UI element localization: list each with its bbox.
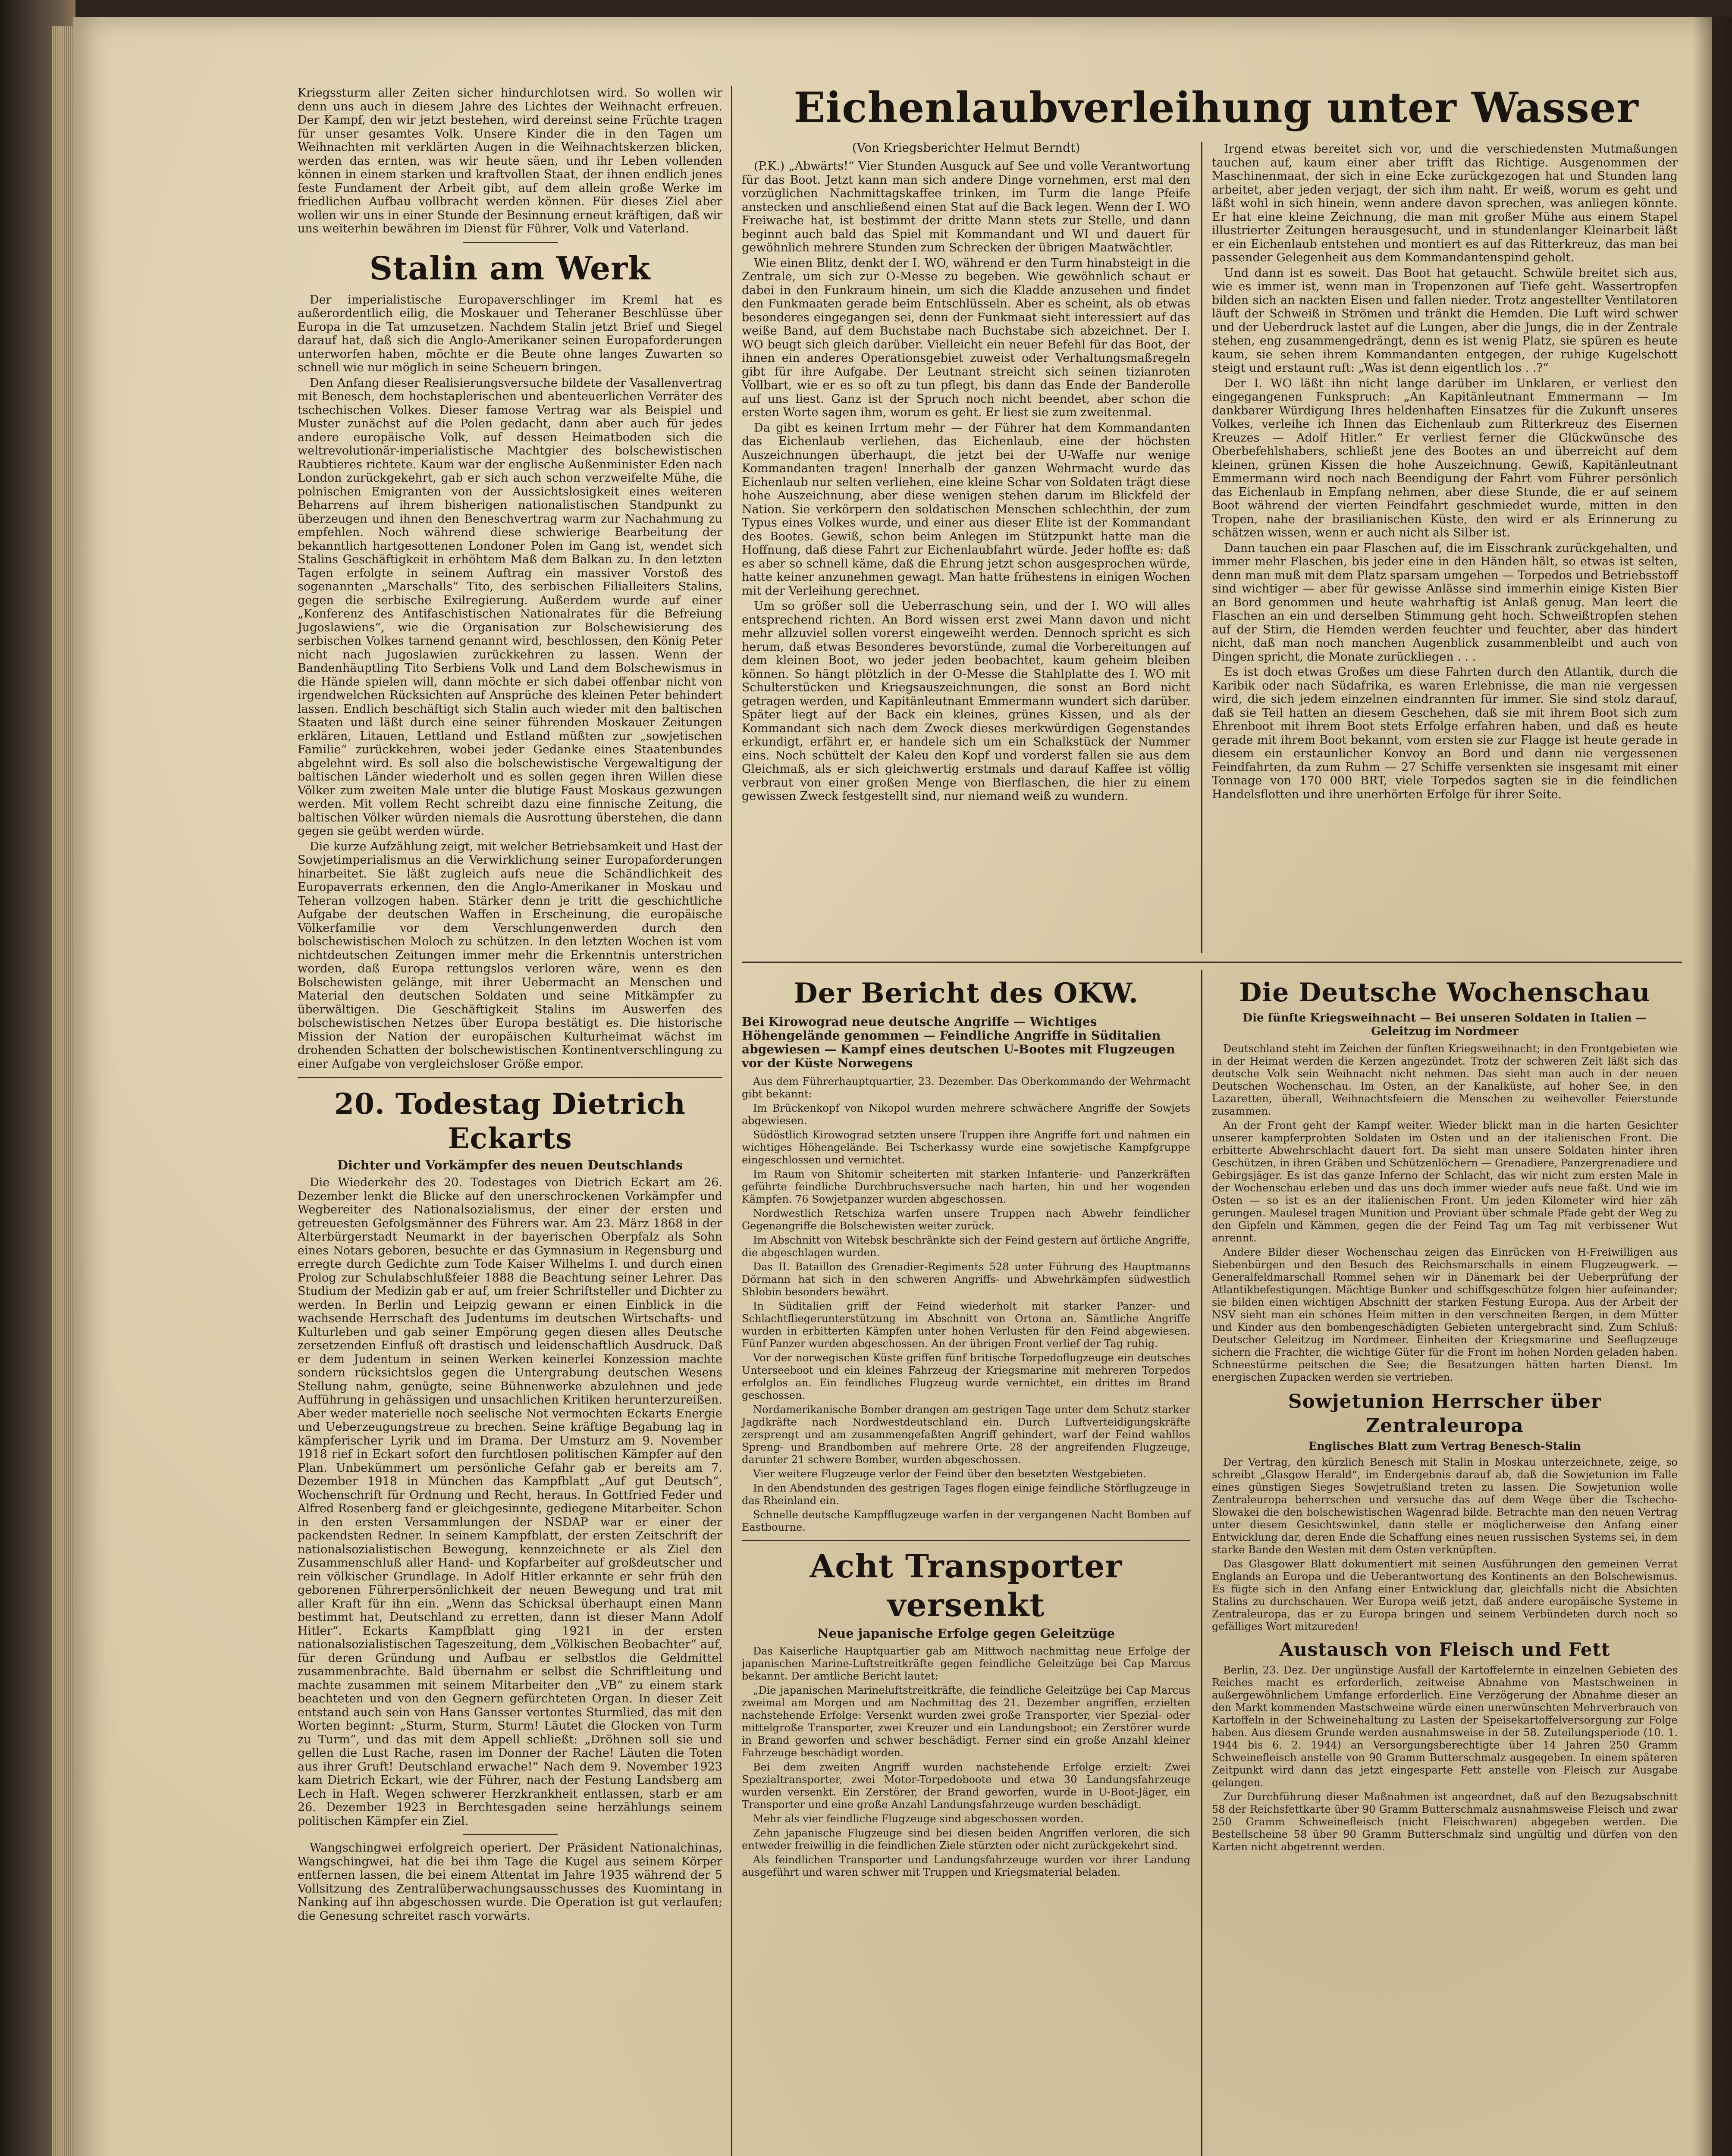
sowjet-article xyxy=(1212,1456,1678,1633)
okw-subhead: Bei Kirowograd neue deutsche Angriffe — Wichtiges Höhengelände genommen — Feindliche Angriffe in Süditalien abgewiesen — Kampf eines deutschen U-Bootes mit Flugzeugen vor der Küste Norwegens xyxy=(742,1015,1175,1070)
stalin-paragraph-1: Der imperialistische Europaverschlinger im Kreml hat es außerordentlich eilig, die Moskauer und Teheraner Beschlüsse über Europa in die Tat umzusetzen. Nachdem Stalin jetzt Brief und Siegel darauf hat, daß sich die Anglo-Amerikaner seinen Europaforderungen unterworfen haben, möchte er die Beute ohne langes Zuwarten so schnell wie nur möglich in seine Scheuern bringen. xyxy=(298,293,722,374)
separator-rule-3 xyxy=(463,1834,558,1835)
eckart-paragraph-1: Die Wiederkehr des 20. Todestages von Dietrich Eckart am 26. Dezember lenkt die Blicke auf den unerschrockenen Vorkämpfer und Wegbereiter des Nationalsozialismus, der einer der ersten und getreuesten Gefolgsmänner des Führers war. Am 23. März 1868 in der Alterbürgerstadt Neumarkt in der bayerischen Oberpfalz als Sohn eines Notars geboren, besuchte er das Gymnasium in Regensburg und erregte durch Gedichte zum Tode Kaiser Wilhelms I. und durch einen Prolog zur Schulabschlußfeier 1888 die Beachtung seiner Lehrer. Das Studium der Medizin gab er auf, um freier Schriftsteller und Dichter zu werden. In Berlin und Leipzig gewann er einen Einblick in die wachsende Herrschaft des Judentums im deutschen Wirtschafts- und Kulturleben und gab seiner Empörung gegen diesen alles Deutsche zersetzenden Einfluß oft drastisch und leidenschaftlich Ausdruck. Daß er dem Judentum in seinen Werken keinerlei Konzession machte sondern rücksichtslos gegen die Untergrabung deutschen Wesens Stellung nahm, genügte, seine Bühnenwerke abzulehnen und jede Aufführung in gehässigen und unsachlichen Kritiken herunterzureißen. Aber weder materielle noch seelische Not vermochten Eckarts Energie und Ueberzeugungstreue zu brechen. Seine kräftige Begabung lag in kämpferischer Lyrik und im Drama. Der Umsturz am 9. November 1918 rief in Eckart sofort den furchtlosen politischen Kämpfer auf den Plan. Unbekümmert um persönliche Gefahr gab er bereits am 7. Dezember 1918 in München das Kampfblatt „Auf gut Deutsch“, Wochenschrift für Ordnung und Recht, heraus. In Gottfried Feder und Alfred Rosenberg fand er gleichgesinnte, gediegene Mitarbeiter. Schon in den ersten Versammlungen der NSDAP war er einer der packendsten Redner. In seinem Kampfblatt, der ersten Zeitschrift der nationalsozialistischen Bewegung, kennzeichnete er als Ziel den Zusammenschluß aller Hand- und Kopfarbeiter auf großdeutscher und rein völkischer Grundlage. In Adolf Hitler erkannte er sehr früh den geborenen Führerpersönlichkeit der neuen Bewegung und trat mit aller Kraft für ihn ein. „Wenn das Schicksal überhaupt einen Mann bestimmt hat, Deutschland zu erretten, dann ist dieser Mann Adolf Hitler“. Eckarts Kampfblatt ging 1921 in der ersten nationalsozialistischen Tageszeitung, dem „Völkischen Beobachter“ auf, für deren Gründung und Aufbau er selbstlos die Geldmittel zusammenbrachte. Bald übernahm er selbst die Schriftleitung und machte zusammen mit seinem Mitarbeiter den „VB“ zu einem stark beachteten und von den Gegnern gefürchteten Organ. In dieser Zeit entstand auch sein von Hans Gansser vertontes Sturmlied, das mit den Worten beginnt: „Sturm, Sturm, Sturm! Läutet die Glocken von Turm zu Turm“, und das mit dem Appell schließt: „Dröhnen soll sie und gellen die Lust Rache, rasen im Donner der Rache! Läuten die Toten aus ihrer Gruft! Deutschland erwache!“ Nach dem 9. November 1923 kam Dietrich Eckart, wie der Führer, nach der Festung Landsberg am Lech in Haft. Wegen schwerer Herzkrankheit entlassen, starb er am 26. Dezember 1923 in Berchtesgaden seine herzählungs seinem politischen Kämpfer ein Ziel. xyxy=(298,1176,722,1828)
eckart-subhead: Dichter und Vorkämpfer des neuen Deutschlands xyxy=(337,1158,683,1172)
column-left xyxy=(298,86,722,1924)
okw-column xyxy=(742,975,1190,1880)
stalin-article xyxy=(298,293,722,1071)
eichenlaub-right-paragraph-2: Und dann ist es soweit. Das Boot hat getaucht. Schwüle breitet sich aus, wie es immer ist, wenn man in Tropenzonen auf Tiefe geht. Wassertropfen bilden sich an nackten Eisen und fallen nieder. Trotz angestellter Ventilatoren läuft der Schweiß in Strömen und tränkt die Hemden. Die Luft wird schwer und der Ueberdruck lastet auf die Lungen, aber die Jungs, die in der Zentrale stehen, eng zusammengedrängt, denn es ist wenig Platz, sie spüren es heute kaum, sie sehen ihrem Kommandanten entgegen, der ruhige Kugelschott steigt und erstaunt ruft: „Was ist denn eigentlich los . .?“ xyxy=(1212,266,1678,375)
wochenschau-paragraph-2: An der Front geht der Kampf weiter. Wieder blickt man in die harten Gesichter unserer kampferprobten Soldaten im Osten und an der italienischen Front. Die erbitterte Abwehrschlacht dauert fort. Da sieht man unsere Soldaten hinter ihren Geschützen, in ihren Gräben und Schützenlöchern — Grenadiere, Panzergrenadiere und Gebirgsjäger. Es ist das ganze Inferno der Schlacht, das wir nicht zum ersten Male in der Wochenschau erleben und das uns doch immer wieder aufs neue faßt. Und wie im Osten — so ist es an der italienischen Front. Um jeden Kilometer wird hier zäh gerungen. Maulesel tragen Munition und Proviant über schmale Pfade gebt der Weg zu den Gipfeln und Kämmen, gegen die der Feind Tag um Tag mit verbissener Wut anrennt. xyxy=(1212,1119,1678,1244)
wochenschau-headline: Die Deutsche Wochenschau xyxy=(1239,978,1650,1008)
eichenlaub-left-paragraph-1: (P.K.) „Abwärts!“ Vier Stunden Ausguck auf See und volle Verantwortung für das Boot. Jetzt kann man sich andere Dinge vornehmen, erst mal den vorzüglichen Nachmittagskaffee trinken, im Turm die lange Pfeife anstecken und anschließend einen Stat auf die Back legen. Wenn der I. WO Freiwache hat, ist bestimmt der dritte Mann stets zur Stelle, und dann beginnt auch bald das Spiel mit Kommandant und WI und dauert für gewöhnlich mehrere Stunden zum Schrecken der übrigen Maatwächtler. xyxy=(742,160,1190,254)
separator-rule-4 xyxy=(742,1540,1190,1541)
eichenlaub-right-paragraph-5: Es ist doch etwas Großes um diese Fahrten durch den Atlantik, durch die Karibik oder nach Südafrika, es waren Erlebnisse, die man nie vergessen wird, die sich jedem einzelnen eindrannten für immer. Sie sind stolz darauf, daß sie Teil hatten an diesem Geschehen, daß sie mit ihrem Boot sich zum Ehrenboot mit ihrem Boot stets Erfolge erfahren haben, und daß es heute gerade mit ihrem Boot bekannt, vom ersten sie zur Flagge ist heute gerade in diesem ein erstaunlicher Konvoy an Bord und dann nie vergessenen Feindfahrten, da zum Ruhm — 27 Schiffe versenkten sie insgesamt mit einer Tonnage von 170 000 BRT, viele Torpedos sagten sie in die feindlichen Handelsflotten und ihre unerhörten Erfolge für ihrer Seite. xyxy=(1212,665,1678,801)
intro-article xyxy=(298,86,722,236)
eichenlaub-left-paragraph-3: Da gibt es keinen Irrtum mehr — der Führer hat dem Kommandanten das Eichenlaub verliehen, das Eichenlaub, eine der höchsten Auszeichnungen überhaupt, die jetzt bei der U-Waffe nur wenige Kommandanten tragen! Innerhalb der ganzen Wehrmacht wurde das Eichenlaub nur selten verliehen, eine kleine Schar von Soldaten trägt diese hohe Auszeichnung, aber diese wenigen stehen darum im Blickfeld der Nation. Sie verkörpern den soldatischen Menschen schlechthin, der zum Typus eines Volkes wurde, und einer aus dieser Elite ist der Kommandant des Bootes. Gewiß, schon beim Anlegen im Stützpunkt hatte man die Hoffnung, daß diese Fahrt zur Eichenlaubfahrt würde. Jeder hoffte es: daß es aber so schnell käme, daß die Ehrung jetzt schon ausgesprochen würde, hatte keiner anzunehmen gewagt. Man hatte frühestens in einigen Wochen mit der Verleihung gerechnet. xyxy=(742,421,1190,598)
eckart-headline: 20. Todestag Dietrich Eckarts xyxy=(334,1087,686,1155)
okw-paragraph-8: In Süditalien griff der Feind wiederholt mit starker Panzer- und Schlachtfliegerunterstützung im Abschnitt von Ortona an. Sämtliche Angriffe wurden in erbitterten Kämpfen unter hohen Verlusten für den Feind abgewiesen. Fünf Panzer wurden abgeschossen. An der übrigen Front verlief der Tag ruhig. xyxy=(742,1300,1190,1350)
column-divider-1 xyxy=(731,86,732,2156)
okw-paragraph-13: Schnelle deutsche Kampfflugzeuge warfen in der vergangenen Nacht Bomben auf Eastbourne. xyxy=(742,1509,1190,1533)
column-divider-2 xyxy=(1201,142,1202,953)
sowjet-subhead: Englisches Blatt zum Vertrag Benesch-Stalin xyxy=(1308,1440,1581,1452)
okw-headline: Der Bericht des OKW. xyxy=(794,977,1139,1009)
eichenlaub-left-column xyxy=(742,160,1190,805)
okw-paragraph-9: Vor der norwegischen Küste griffen fünf britische Torpedoflugzeuge ein deutsches Unterseeboot und ein kleines Fahrzeug der Kriegsmarine mit mehreren Torpedos erfolglos an. Ein feindliches Flugzeug wurde vernichtet, ein drittes im Brand geschossen. xyxy=(742,1352,1190,1401)
wochenschau-paragraph-1: Deutschland steht im Zeichen der fünften Kriegsweihnacht; in den Frontgebieten wie in der Heimat werden die Kerzen angezündet. Trotz der schweren Zeit läßt sich das deutsche Volk sein Weihnacht nicht nehmen. Das sieht man auch in der neuen Deutschen Wochenschau. Im Osten, an der Kanalküste, auf hoher See, in den Lazaretten, überall, Weihnachtsfeiern die Menschen zu weihevoller Feierstunde zusammen. xyxy=(1212,1043,1678,1117)
sowjet-paragraph-1: Der Vertrag, den kürzlich Benesch mit Stalin in Moskau unterzeichnete, zeige, so schreibt „Glasgow Herald“, im Endergebnis darauf ab, daß die Sowjetunion im Falle eines günstigen Sieges Sowjetrußland treten zu lassen. Die Sowjetunion wolle Zentraleuropa beherrschen und versuche das auf dem Wege über die Tschecho-Slowakei die den bolschewistischen Wagenrad bilde. Betrachte man den neuen Vertrag unter diesem Gesichtswinkel, dann stelle er möglicherweise den Anfang einer Entwicklung dar, deren Ende die Schaffung eines neuen russischen Systems sei, in dem starke Bande den Westen mit dem Osten verknüpften. xyxy=(1212,1456,1678,1556)
austausch-article xyxy=(1212,1664,1678,1853)
eichenlaub-right-paragraph-1: Irgend etwas bereitet sich vor, und die verschiedensten Mutmaßungen tauchen auf, kaum einer aber trifft das Richtige. Ausgenommen der Maschinenmaat, der sich in eine Ecke zurückgezogen hat und Stunden lang arbeitet, aber jeden verjagt, der sich ihm naht. Er weiß, worum es geht und läßt wohl in sich hinein, wenn andere davon sprechen, was anliegen könnte. Er hat eine kleine Zeichnung, die man mit großer Mühe aus einem Stapel illustrierter Zeitungen herausgesucht, und in stundenlanger Kleinarbeit läßt er ein Eichenlaub entstehen und montiert es auf das Ritterkreuz, das man bei passender Gelegenheit aus dem Kommandantenspind geholt. xyxy=(1212,142,1678,264)
acht-subhead: Neue japanische Erfolge gegen Geleitzüge xyxy=(817,1626,1115,1641)
wang-article xyxy=(298,1841,722,1923)
eichenlaub-right-paragraph-3: Der I. WO läßt ihn nicht lange darüber im Unklaren, er verliest den eingegangenen Funkspruch: „An Kapitänleutnant Emmermann — Im dankbarer Würdigung Ihres heldenhaften Einsatzes für die Zukunft unseres Volkes, verleihe ich Ihnen das Eichenlaub zum Ritterkreuz des Eisernen Kreuzes — Adolf Hitler.“ Er verliest ferner die Glückwünsche des Oberbefehlshabers, schließt jene des Bootes an und überreicht auf dem kleinen, grünen Kissen die hohe Auszeichnung. Gewiß, Kapitänleutnant Emmermann wird noch nach Beendigung der Fahrt vom Führer persönlich das Eichenlaub in Empfang nehmen, aber diese Stunde, die er auf seinem Boot während der vierten Feindfahrt geschmiedet wurde, mitten in den Tropen, nahe der brasilianischen Küste, den wird er als Erinnerung zu schätzen wissen, wenn er auch nicht als Silber ist. xyxy=(1212,376,1678,539)
stalin-paragraph-2: Den Anfang dieser Realisierungsversuche bildete der Vasallenvertrag mit Benesch, dem hochstaplerischen und abenteuerlichen Verräter des tschechischen Volkes. Dieser famose Vertrag war als Beispiel und Muster zunächst auf die Polen gedacht, dann aber auch für jedes andere europäische Volk, auf dessen Heimatboden sich die weltrevolutionär-imperialistische Machtgier des bolschewistischen Raubtieres richtete. Kaum war der englische Außenminister Eden nach London zurückgekehrt, gab er sich auch schon verzweifelte Mühe, die polnischen Emigranten von der Aussichtslosigkeit eines weiteren Beharrens auf ihrem bisherigen nationalistischen Standpunkt zu überzeugen und ihnen den Beneschvertrag warm zur Nachahmung zu empfehlen. Noch während diese schwierige Bearbeitung der bekanntlich hartgesottenen Londoner Polen im Gang ist, wendet sich Stalins Geschäftigkeit in erhöhtem Maß dem Balkan zu. In den letzten Tagen erfolgte in seinem Auftrag ein massiver Vorstoß des sogenannten „Marschalls“ Tito, des serbischen Filialleiters Stalins, gegen die serbische Exilregierung. Außerdem wurde auf einer „Konferenz des Antifaschistischen Nationalrates für die Befreiung Jugoslawiens“, wie die Organisation zur Bolschewisierung des serbischen Volkes tarnend genannt wird, beschlossen, den König Peter nicht nach Jugoslawien zurückkehren zu lassen. Wenn der Bandenhäuptling Tito Serbiens Volk und Land dem Bolschewismus in die Hände spielen will, dann möchte er sich dabei offenbar nicht von irgendwelchen Rücksichten auf Ansprüche des kleinen Peter behindert lassen. Endlich beschäftigt sich Stalin auch wieder mit den baltischen Staaten und läßt durch eine seiner führenden Moskauer Zeitungen erklären, Litauen, Lettland und Estland müßten zur „sowjetischen Familie“ zurückkehren, wobei jeder Gedanke eines Staatenbundes abgelehnt wird. Es soll also die bolschewistische Vergewaltigung der baltischen Länder wiederholt und es sollen gegen ihren Willen diese Völker zum zweiten Male unter die blutige Faust Moskaus gezwungen werden. Mit vollem Recht schreibt dazu eine finnische Zeitung, die baltischen Völker würden niemals die Ausrottung überstehen, die dann gegen sie geübt werden würde. xyxy=(298,376,722,838)
binding-gutter-shadow xyxy=(1693,17,1732,2156)
okw-paragraph-1: Aus dem Führerhauptquartier, 23. Dezember. Das Oberkommando der Wehrmacht gibt bekannt: xyxy=(742,1075,1190,1100)
eichenlaub-headline: Eichenlaubverleihung unter Wasser xyxy=(794,83,1639,132)
acht-article xyxy=(742,1645,1190,1879)
wochenschau-article xyxy=(1212,1043,1678,1384)
acht-paragraph-4: Mehr als vier feindliche Flugzeuge sind abgeschossen worden. xyxy=(753,1813,1084,1825)
acht-paragraph-2: „Die japanischen Marineluftstreitkräfte, die feindliche Geleitzüge bei Cap Marcus zweimal am Morgen und am Nachmittag des 21. Dezember angriffen, erzielten nachstehende Erfolge: Versenkt wurden zwei große Transporter, vier Spezial- oder mittelgroße Transporter, zwei Kreuzer und ein Landungsboot; ein Zerstörer wurde in Brand geworfen und schwer beschädigt. Ferner sind ein große Anzahl kleiner Fahrzeuge beschädigt worden. xyxy=(742,1684,1190,1759)
column-divider-3 xyxy=(1201,970,1202,2156)
okw-paragraph-2: Im Brückenkopf von Nikopol wurden mehrere schwächere Angriffe der Sowjets abgewiesen. xyxy=(742,1102,1190,1127)
horizontal-divider xyxy=(742,962,1682,963)
austausch-paragraph-2: Zur Durchführung dieser Maßnahmen ist angeordnet, daß auf den Bezugsabschnitt 58 der Reichsfettkarte über 90 Gramm Butterschmalz ausnahmsweise Fleisch und zwar 250 Gramm Schweinefleisch (nicht Fleischwaren) abgegeben werden. Die Bestellscheine 58 über 90 Gramm Butterschmalz sind ungültig und dürfen von den Karten nicht abgetrennt werden. xyxy=(1212,1791,1678,1853)
eichenlaub-left-paragraph-2: Wie einen Blitz, denkt der I. WO, während er den Turm hinabsteigt in die Zentrale, um sich zur O-Messe zu begeben. Wie gewöhnlich schaut er dabei in den Funkraum hinein, um sich die Kladde anzusehen und findet den Funkmaaten gerade beim Entschlüsseln. Aber es scheint, als ob etwas besonderes eingegangen sei, denn der Funkmaat sieht interessiert auf das weiße Band, auf dem Buchstabe nach Buchstabe sich abzeichnet. Der I. WO beugt sich gleich darüber. Vielleicht ein neuer Befehl für das Boot, der ihnen ein anderes Operationsgebiet zuweist oder Verhaltungsmaßregeln gibt für ihre Aufgabe. Der Leutnant streicht sich seinen tizianroten Vollbart, wie er es so oft zu tun pflegt, bis dann das Ende der Banderolle auf uns liest. Ganz ist der Spruch noch nicht beendet, aber schon die ersten Worte sagen ihm, worum es geht. Er liest sie zum zweitenmal. xyxy=(742,256,1190,419)
eichenlaub-byline: (Von Kriegsberichter Helmut Berndt) xyxy=(852,141,1080,155)
separator-rule-2 xyxy=(298,1077,722,1078)
eckart-article xyxy=(298,1176,722,1828)
stalin-paragraph-3: Die kurze Aufzählung zeigt, mit welcher Betriebsamkeit und Hast der Sowjetimperialismus an die Verwirklichung seiner Europaforderungen hinarbeitet. Sie läßt zugleich aufs neue die Schändlichkeit des Europaverrats erkennen, den die Anglo-Amerikaner in Moskau und Teheran vollzogen haben. Stärker denn je tritt die geschichtliche Aufgabe der deutschen Waffen in Erscheinung, die europäische Völkerfamilie vor dem Verschlungenwerden durch den bolschewistischen Moloch zu schützen. In den letzten Wochen ist vom nichtdeutschen Zeitungen immer mehr die Erkenntnis unterstrichen worden, daß Europa rettungslos verloren wäre, wenn es den Bolschewisten gelänge, mit ihrer Uebermacht an Menschen und Material den deutschen Soldaten und seine Mitkämpfer zu überwältigen. Die Geschäftigkeit Stalins im Auswerfen des bolschewistischen Netzes über Europa bestätigt es. Die historische Mission der Nation der europäischen Kulturheimat wächst im drohenden Schatten der bolschewistischen Kontinentverschlingung zu einer Aufgabe von vergleichsloser Größe empor. xyxy=(298,840,722,1071)
okw-paragraph-7: Das II. Bataillon des Grenadier-Regiments 528 unter Führung des Hauptmanns Dörmann hat sich in den schweren Angriffs- und Abwehrkämpfen südwestlich Shlobin besonders bewährt. xyxy=(742,1261,1190,1298)
sowjet-headline: Sowjetunion Herrscher über Zentraleuropa xyxy=(1288,1391,1602,1437)
acht-headline: Acht Transporter versenkt xyxy=(810,1548,1123,1624)
okw-paragraph-3: Südöstlich Kirowograd setzten unsere Truppen ihre Angriffe fort und nahmen ein wichtiges Höhengelände. Bei Tscherkassy wurde eine sowjetische Kampfgruppe eingeschlossen und vernichtet. xyxy=(742,1129,1190,1166)
right-bottom-column xyxy=(1212,975,1678,1855)
wochenschau-paragraph-3: Andere Bilder dieser Wochenschau zeigen das Einrücken von H-Freiwilligen aus Siebenbürgen und den Besuch des Reichsmarschalls in einem Flugzeugwerk. — Generalfeldmarschall Rommel sehen wir in Dänemark bei der Ueberprüfung der Atlantikbefestigungen. Mächtige Bunker und schiffsgeschütze folgen hier aufeinander; sie bilden einen wichtigen Abschnitt der starken Festung Europa. Aus der Arbeit der NSV sieht man ein schönes Heim mitten in den verschneiten Bergen, in dem Mütter und Kinder aus den bombengeschädigten Gebieten untergebracht sind. Zum Schluß: Deutscher Geleitzug im Nordmeer. Einheiten der Kriegsmarine und Seeflugzeuge sichern die Frachter, die wichtige Güter für die Front im hohen Norden geladen haben. Schneestürme peitschen die See; die Besatzungen hätten harten Dienst. Im energischen Zupacken werden sie vertrieben. xyxy=(1212,1246,1678,1383)
sowjet-paragraph-2: Das Glasgower Blatt dokumentiert mit seinen Ausführungen den gemeinen Verrat Englands an Europa und die Ueberantwortung des Kontinents an den Bolschewismus. Es fügte sich in den Anfang einer Entwicklung dar, gleichfalls nicht die Absichten Stalins zu durchschauen. Wer Europa weiß jetzt, daß andere europäische Systeme in Zentraleuropa, das er zu Europa bringen und seinem Verbündeten durch noch so gefälliges Wort mitzureden! xyxy=(1212,1558,1678,1633)
okw-paragraph-12: In den Abendstunden des gestrigen Tages flogen einige feindliche Störflugzeuge in das Rheinland ein. xyxy=(742,1482,1190,1507)
eichenlaub-right-paragraph-4: Dann tauchen ein paar Flaschen auf, die im Eisschrank zurückgehalten, und immer mehr Flaschen, bis jeder eine in den Händen hält, so etwas ist selten, denn man muß mit dem Platz sparsam umgehen — Torpedos und Betriebsstoff sind wichtiger — aber für gewisse Anlässe sind immerhin einige Kisten Bier an Bord genommen und heute wahrhaftig ist Anlaß genug. Man leert die Flaschen an ein und derselben Stimmung geht hoch. Schweißtropfen stehen auf der Stirn, die Hemden werden feuchter und feuchter, aber das hindert nicht, daß man noch manchen Augenblick zusammenbleibt und auch von Dingen spricht, die Monate zurückliegen . . . xyxy=(1212,541,1678,664)
acht-paragraph-3: Bei dem zweiten Angriff wurden nachstehende Erfolge erzielt: Zwei Spezialtransporter, zwei Motor-Torpedoboote und etwa 30 Landungsfahrzeuge wurden versenkt. Ein Zerstörer, der Brand geworfen, wurde in U-Boot-Jäger, ein Transporter und eine große Anzahl Landungsfahrzeuge wurden beschädigt. xyxy=(742,1761,1190,1811)
eichenlaub-right-column xyxy=(1212,142,1678,803)
wang-paragraph: Wangschingwei erfolgreich operiert. Der Präsident Nationalchinas, Wangschingwei, hat die bei ihm Tage die Kugel aus seinem Körper entfernen lassen, die bei einem Attentat im Jahre 1935 während der 5 Vollsitzung des Zentralüberwachungsausschusses des Kuomintang in Nanking auf ihn abgeschossen wurde. Die Operation ist gut verlaufen; die Genesung schreitet rasch vorwärts. xyxy=(298,1841,722,1923)
eichenlaub-left-paragraph-4: Um so größer soll die Ueberraschung sein, und der I. WO will alles entsprechend richten. An Bord wissen erst zwei Mann davon und nicht mehr allzuviel sollen vorerst eingeweiht werden. Dennoch spricht es sich herum, daß etwas Besonderes bevorstünde, zumal die Vorbereitungen auf dem kleinen Boot, wo jeder jeden beobachtet, kaum geheim bleiben können. So hängt plötzlich in der O-Messe die Stahlplatte des I. WO mit Schulterstücken und Kriegsauszeichnungen, die sonst an Bord nicht getragen werden, und Kapitänleutnant Emmermann wundert sich darüber. Später liegt auf der Back ein kleines, grünes Kissen, und als der Kommandant sich nach dem Zweck dieses merkwürdigen Gegenstandes erkundigt, erfährt er, er handele sich um ein Schalkstück der Nummer eins. Noch schüttelt der Kaleu den Kopf und vorderst fallen sie aus dem Gleichmaß, als er sich gleichwertig erstmals und darauf Kaffee ist völlig verbraut von einer großen Menge von Bierflaschen, die hier zu einem gewissen Zweck festgestellt sind, nur niemand weiß zu wundern. xyxy=(742,599,1190,803)
separator-rule xyxy=(463,242,558,243)
austausch-headline: Austausch von Fleisch und Fett xyxy=(1279,1639,1610,1660)
intro-paragraph: Kriegssturm aller Zeiten sicher hindurchlotsen wird. So wollen wir denn uns auch in diesem Jahre des Lichtes der Weihnacht erfreuen. Der Kampf, den wir jetzt bestehen, wird dereinst seine Früchte tragen für unser gesamtes Volk. Unsere Kinder die in den Tagen um Weihnachten mit verklärten Augen in die Weihnachtskerzen blicken, werden das ernten, was wir heute säen, und ihr Leben vollenden können in einem starken und kraftvollen Staat, der ihnen endlich jenes feste Fundament der Arbeit gibt, auf dem allein große Werke im friedlichen Aufbau vollbracht werden können. Für dieses Ziel aber wollen wir uns in einer Stunde der Besinnung erneut kräftigen, daß wir uns weiterhin bewähren im Dienst für Führer, Volk und Vaterland. xyxy=(298,86,722,235)
okw-paragraph-6: Im Abschnitt von Witebsk beschränkte sich der Feind gestern auf örtliche Angriffe, die abgeschlagen wurden. xyxy=(742,1234,1190,1259)
okw-article xyxy=(742,1075,1190,1534)
okw-paragraph-4: Im Raum von Shitomir scheiterten mit starken Infanterie- und Panzerkräften geführte feindliche Durchbruchsversuche nach harten, hin und her wogenden Kämpfen. 76 Sowjetpanzer wurden abgeschossen. xyxy=(742,1168,1190,1205)
okw-paragraph-10: Nordamerikanische Bomber drangen am gestrigen Tage unter dem Schutz starker Jagdkräfte nach Nordwestdeutschland ein. Durch Luftverteidigungskräfte zersprengt und am zusammengefaßten Angriff gehindert, warf der Feind wahllos Spreng- und Brandbomben auf mehrere Orte. 28 der angreifenden Flugzeuge, darunter 21 schwere Bomber, wurden abgeschossen. xyxy=(742,1404,1190,1466)
okw-paragraph-11: Vier weitere Flugzeuge verlor der Feind über den besetzten Westgebieten. xyxy=(753,1468,1146,1480)
acht-paragraph-5: Zehn japanische Flugzeuge sind bei diesen beiden Angriffen verloren, die sich entweder freiwillig in die feindlichen Ziele stürzten oder nicht zurückgekehrt sind. xyxy=(742,1827,1190,1852)
acht-paragraph-6: Als feindlichen Transporter und Landungsfahrzeuge wurden vor ihrer Landung ausgeführt und waren schwer mit Truppen und Kriegsmaterial beladen. xyxy=(742,1854,1190,1878)
austausch-paragraph-1: Berlin, 23. Dez. Der ungünstige Ausfall der Kartoffelernte in einzelnen Gebieten des Reiches macht es erforderlich, zeitweise Abnahme von Mastschweinen in außergewöhnlichem Umfange erforderlich. Eine Verzögerung der Abnahme dieser an den Markt kommenden Mastschweine würde einen unerwünschten Mehrverbrauch von Kartoffeln in der Schweinehaltung zu Lasten der Speisekartoffelversorgung zur Folge haben. Aus diesem Grunde werden ausnahmsweise in der 58. Zuteilungsperiode (10. 1. 1944 bis 6. 2. 1944) an Versorgungsberechtigte über 14 Jahren 250 Gramm Schweinefleisch anstelle von 90 Gramm Butterschmalz ausgegeben. In einem späteren Zeitpunkt wird dann das jetzt eingesparte Fett anstelle von Fleisch zur Ausgabe gelangen. xyxy=(1212,1664,1678,1789)
acht-paragraph-1: Das Kaiserliche Hauptquartier gab am Mittwoch nachmittag neue Erfolge der japanischen Marine-Luftstreitkräfte gegen feindliche Geleitzüge bei Cap Marcus bekannt. Der amtliche Bericht lautet: xyxy=(742,1645,1190,1682)
stalin-headline: Stalin am Werk xyxy=(369,250,651,287)
okw-paragraph-5: Nordwestlich Retschiza warfen unsere Truppen nach Abwehr feindlicher Gegenangriffe die Bolschewisten weiter zurück. xyxy=(742,1207,1190,1232)
wochenschau-subhead: Die fünfte Kriegsweihnacht — Bei unseren Soldaten in Italien — Geleitzug im Nordmeer xyxy=(1243,1012,1647,1038)
